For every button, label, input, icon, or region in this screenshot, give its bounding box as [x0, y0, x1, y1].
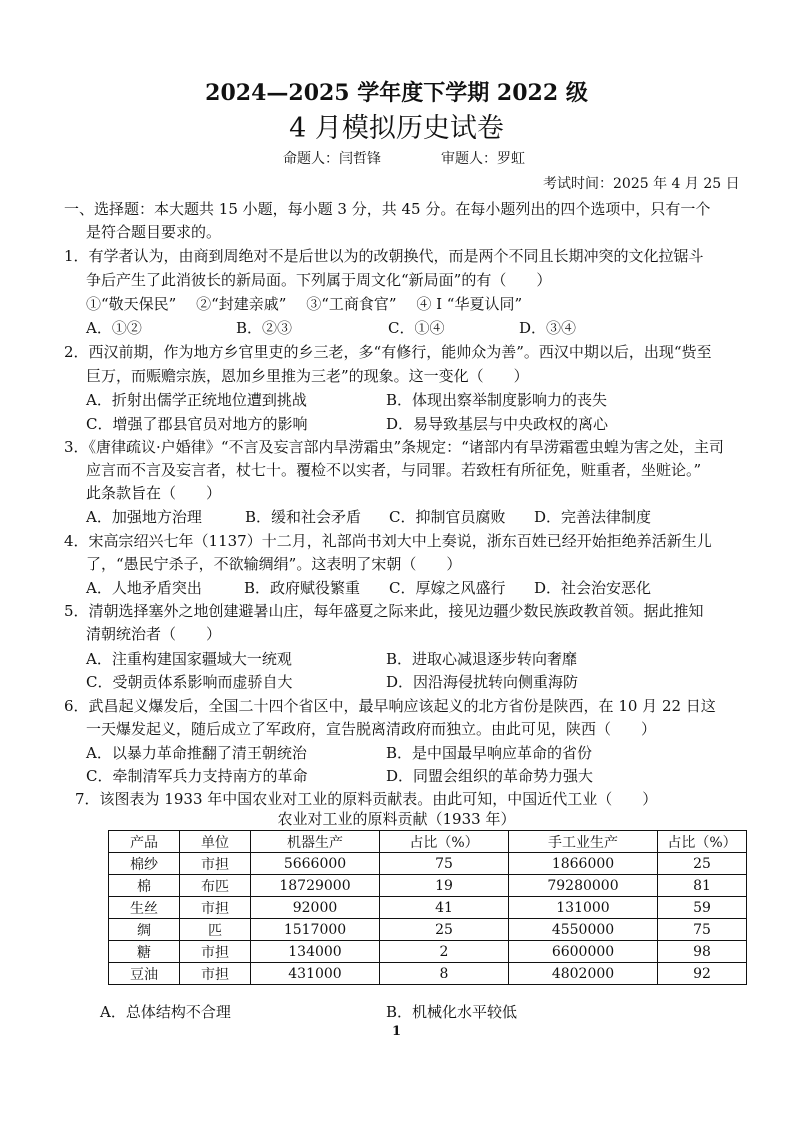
- author-label: 命题人：闫哲锋: [283, 151, 381, 167]
- question-4-option-c: C．厚嫁之风盛行: [389, 579, 506, 597]
- question-2-option-d: D．易导致基层与中央政权的离心: [386, 415, 609, 433]
- question-6-text-cont: 一天爆发起义，随后成立了军政府，宣告脱离清政府而独立。由此可见，陕西（ ）: [86, 720, 657, 738]
- question-1-items: ①“敬天保民” ②“封建亲戚” ③“工商食官” ④ I “华夏认同”: [86, 295, 523, 313]
- table-cell: 市担: [180, 853, 251, 875]
- table-row: [109, 919, 747, 941]
- question-7-text: 7．该图表为 1933 年中国农业对工业的原料贡献表。由此可知，中国近代工业（ ）: [75, 790, 658, 808]
- question-2-option-c: C．增强了郡县官员对地方的影响: [86, 415, 308, 433]
- question-1-text-cont: 争后产生了此消彼长的新局面。下列属于周文化“新局面”的有（ ）: [86, 271, 552, 289]
- table-cell: 生丝: [109, 897, 180, 919]
- question-6-option-c: C．牵制清军兵力支持南方的革命: [86, 767, 308, 785]
- question-3-option-d: D．完善法律制度: [534, 508, 652, 526]
- raw-material-table: [108, 830, 747, 985]
- table-cell: 豆油: [109, 963, 180, 985]
- question-4-option-b: B．政府赋役繁重: [244, 579, 361, 597]
- question-3-option-a: A．加强地方治理: [86, 508, 202, 526]
- question-5-option-a: A．注重构建国家疆域大一统观: [86, 650, 292, 668]
- table-cell: 市担: [180, 941, 251, 963]
- question-1-option-c: C．①④: [388, 319, 445, 337]
- question-4-option-a: A．人地矛盾突出: [86, 579, 202, 597]
- question-3-option-b: B．缓和社会矛盾: [245, 508, 362, 526]
- table-cell: 1866000: [509, 853, 658, 875]
- table-cell: 8: [380, 963, 509, 985]
- table-cell: 棉纱: [109, 853, 180, 875]
- table-cell: 18729000: [251, 875, 380, 897]
- table-cell: 59: [658, 897, 747, 919]
- exam-time: 考试时间：2025 年 4 月 25 日: [543, 176, 740, 192]
- table-cell: 4550000: [509, 919, 658, 941]
- question-5-option-d: D．因沿海侵扰转向侧重海防: [386, 673, 579, 691]
- question-4-text: 4．宋高宗绍兴七年（1137）十二月，礼部尚书刘大中上奏说，浙东百姓已经开始拒绝养活新生儿: [64, 532, 712, 550]
- table-header-cell: 手工业生产: [509, 831, 658, 853]
- table-row: [109, 875, 747, 897]
- question-7-option-b: B．机械化水平较低: [386, 1003, 518, 1021]
- question-4-option-d: D．社会治安恶化: [534, 579, 652, 597]
- section-heading: 一、选择题：本大题共 15 小题，每小题 3 分，共 45 分。在每小题列出的四个选项中，只有一个: [64, 200, 711, 218]
- table-header-row: [109, 831, 747, 853]
- question-3-text-cont2: 此条款旨在（ ）: [86, 484, 222, 502]
- table-cell: 6600000: [509, 941, 658, 963]
- table-cell: 431000: [251, 963, 380, 985]
- question-2-option-b: B．体现出察举制度影响力的丧失: [386, 391, 608, 409]
- question-3-text: 3．《唐律疏议·户婚律》“不言及妄言部内旱涝霜虫”条规定：“诸部内有旱涝霜雹虫蝗为害之处，主司: [64, 438, 724, 456]
- table-cell: 79280000: [509, 875, 658, 897]
- table-cell: 134000: [251, 941, 380, 963]
- table-header-cell: 占比（%）: [658, 831, 747, 853]
- table-cell: 市担: [180, 897, 251, 919]
- table-cell: 75: [658, 919, 747, 941]
- table-cell: 25: [380, 919, 509, 941]
- question-5-option-b: B．进取心减退逐步转向奢靡: [386, 650, 578, 668]
- question-2-text: 2．西汉前期，作为地方乡官里吏的乡三老，多“有修行，能帅众为善”。西汉中期以后，出现“赀至: [64, 343, 712, 361]
- table-cell: 19: [380, 875, 509, 897]
- table-header-cell: 产品: [109, 831, 180, 853]
- table-cell: 匹: [180, 919, 251, 941]
- table-cell: 75: [380, 853, 509, 875]
- page-number: 1: [391, 1024, 402, 1039]
- question-1-option-b: B．②③: [236, 319, 293, 337]
- question-3-text-cont: 应言而不言及妄言者，杖七十。覆检不以实者，与同罪。若致枉有所征免，赃重者，坐赃论。”: [86, 461, 702, 479]
- question-3-option-c: C．抑制官员腐败: [389, 508, 506, 526]
- table-cell: 布匹: [180, 875, 251, 897]
- table-cell: 4802000: [509, 963, 658, 985]
- table-caption: 农业对工业的原料贡献（1933 年）: [277, 810, 516, 828]
- question-5-text-cont: 清朝统治者（ ）: [86, 625, 222, 643]
- table-cell: 98: [658, 941, 747, 963]
- table-cell: 棉: [109, 875, 180, 897]
- table-header-cell: 机器生产: [251, 831, 380, 853]
- table-cell: 92: [658, 963, 747, 985]
- question-5-option-c: C．受朝贡体系影响而虚骄自大: [86, 673, 293, 691]
- table-header-cell: 单位: [180, 831, 251, 853]
- question-1-option-a: A．①②: [86, 319, 142, 337]
- table-cell: 41: [380, 897, 509, 919]
- reviewer-label: 审题人：罗虹: [441, 151, 525, 167]
- question-7-option-a: A．总体结构不合理: [100, 1003, 231, 1021]
- table-cell: 92000: [251, 897, 380, 919]
- title-line-2: 4 月模拟历史试卷: [289, 113, 504, 144]
- table-cell: 2: [380, 941, 509, 963]
- title-line-1: 2024—2025 学年度下学期 2022 级: [205, 80, 588, 106]
- question-6-option-b: B．是中国最早响应革命的省份: [386, 744, 593, 762]
- table-header-cell: 占比（%）: [380, 831, 509, 853]
- table-cell: 1517000: [251, 919, 380, 941]
- table-cell: 绸: [109, 919, 180, 941]
- table-cell: 25: [658, 853, 747, 875]
- section-heading-cont: 是符合题目要求的。: [86, 223, 222, 241]
- table-row: [109, 853, 747, 875]
- table-cell: 131000: [509, 897, 658, 919]
- table-row: [109, 897, 747, 919]
- table-row: [109, 963, 747, 985]
- question-6-option-a: A．以暴力革命推翻了清王朝统治: [86, 744, 307, 762]
- question-6-option-d: D．同盟会组织的革命势力强大: [386, 767, 594, 785]
- question-1-option-d: D．③④: [519, 319, 577, 337]
- question-4-text-cont: 了，“愚民宁杀子，不欲输绸绢”。这表明了宋朝（ ）: [86, 555, 462, 573]
- table-cell: 糖: [109, 941, 180, 963]
- question-2-text-cont: 巨万，而赈赡宗族，恩加乡里推为三老”的现象。这一变化（ ）: [86, 367, 529, 385]
- table-cell: 81: [658, 875, 747, 897]
- question-1-text: 1．有学者认为，由商到周绝对不是后世以为的改朝换代，而是两个不同且长期冲突的文化拉锯斗: [64, 247, 704, 265]
- question-2-option-a: A．折射出儒学正统地位遭到挑战: [86, 391, 307, 409]
- table-cell: 5666000: [251, 853, 380, 875]
- table-cell: 市担: [180, 963, 251, 985]
- question-5-text: 5．清朝选择塞外之地创建避暑山庄，每年盛夏之际来此，接见边疆少数民族政教首领。据此推知: [64, 602, 704, 620]
- question-6-text: 6．武昌起义爆发后，全国二十四个省区中，最早响应该起义的北方省份是陕西，在 10 月 22 日这: [64, 697, 716, 715]
- table-row: [109, 941, 747, 963]
